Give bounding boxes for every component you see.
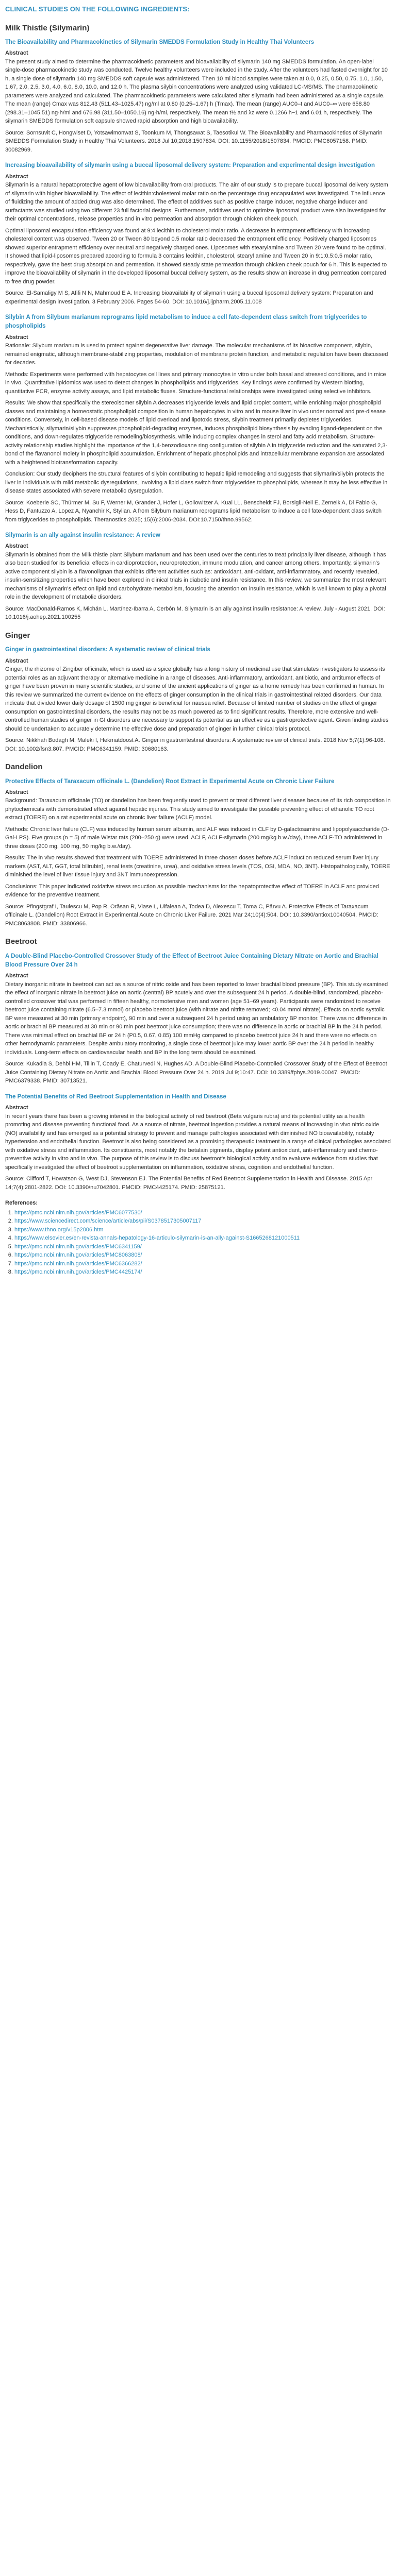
article-title: The Potential Benefits of Red Beetroot Supplementation in Health and Disease — [5, 1093, 226, 1100]
reference-item — [14, 1260, 391, 1268]
article — [5, 531, 391, 622]
reference-link[interactable]: https://www.sciencedirect.com/science/article/abs/pii/S0378517305007117 — [14, 1218, 202, 1224]
abstract-paragraph: Methods: Chronic liver failure (CLF) was induced by human serum albumin, and ALF was induced in CLF by D-galactosamine and lipopolysaccharide (D-Gal-LPS). Five groups (n = 5) of male Wistar rats (200–250 g) were used. ACLF, ACLF-silymarin (200 mg/kg b.w./day), three ACLF-TO administered in three doses (200 mg, 100 mg, 50 mg/kg b.w./day). — [5, 826, 389, 850]
source-citation: Source: El-Samaligy M S, Afifi N N, Mahmoud E A. Increasing bioavailability of silymarin using a buccal liposomal delivery system: Preparation and experimental design investigation. 3 February 2006. Pages 54-60. DOI: 10.1016/j.ijpharm.2005.11.008 — [5, 290, 373, 305]
abstract-paragraph: Silymarin is obtained from the Milk thistle plant Silybum marianum and has been used over the centuries to treat principally liver disease, although it has also been studied for its beneficial effects in cardioprotection, neuroprotection, immune modulation, and cancer among others. Importantly, silymarin's active component silybin is a flavonolignan that exhibits different activities such as: antioxidant, anti-oxidant, anti-inflammatory, and recently revealed, insulin-sensitizing properties which have been explored in clinical trials in diabetic and insulin resistance. In this review, we summarize the most relevant mechanisms of silymarin's effect on lipid and carbohydrate metabolism, focusing the attention on insulin resistance, which is well known to play a pivotal role in the development of metabolic disorders. — [5, 551, 386, 601]
reference-item — [14, 1234, 391, 1243]
article — [5, 952, 391, 1086]
sections-container — [5, 23, 391, 1192]
source-citation: Source: Kukadia S, Dehbi HM, Tillin T, Coady E, Chaturvedi N, Hughes AD. A Double-Blind Placebo-Controlled Crossover Study of the Effect of Beetroot Juice Containing Dietary Nitrate on Aortic and Brachial Blood Pressure Over 24 h. 2019 Jul 9;10:47. DOI: 10.3389/fphys.2019.00047. PMCID: PMC6379338. PMID: 30713521. — [5, 1061, 387, 1084]
abstract-paragraph: Results: The in vivo results showed that treatment with TOERE administered in three chosen doses before ACLF induction reduced serum liver injury markers (AST, ALT, GGT, total bilirubin), renal tests (creatinine, urea), and oxidative stress levels (TOS, OSI, MDA, NO, 3NT). Histopathologically, TOERE diminished the level of liver tissue injury and 3NT immunoexpression. — [5, 855, 390, 878]
reference-item — [14, 1217, 391, 1226]
article — [5, 161, 391, 306]
reference-item — [14, 1209, 391, 1217]
reference-item — [14, 1226, 391, 1234]
abstract-label: Abstract — [5, 973, 28, 979]
document-page — [0, 0, 396, 1287]
abstract-paragraph: Silymarin is a natural hepatoprotective agent of low bioavailability from oral products. The aim of our study is to prepare buccal liposomal delivery system of silymarin with higher bioavailability. The effect of lecithin:cholesterol molar ratio on the percentage drug encapsulated was investigated. The influence of fluidizing the amount of added drug was also determined. The effect of additives such as positive charge inducer, negative charge inducer and surfactants was studied using two different 23 full factorial designs. Furthermore, additives used to optimize liposomal product were also investigated for their optimal concentrations, release properties and in vitro permeation and absorption through chicken cheek pouch. — [5, 182, 388, 222]
reference-link[interactable]: https://pmc.ncbi.nlm.nih.gov/articles/PMC8063808/ — [14, 1252, 142, 1258]
article — [5, 646, 391, 753]
article-title: A Double-Blind Placebo-Controlled Crossover Study of the Effect of Beetroot Juice Containing Dietary Nitrate on Aortic and Brachial Blood Pressure Over 24 h — [5, 953, 378, 968]
abstract-label: Abstract — [5, 789, 28, 795]
abstract-paragraph: The present study aimed to determine the pharmacokinetic parameters and bioavailability of silymarin 140 mg SMEDDS formulation. An open-label single-dose pharmacokinetic study was conducted. Twelve healthy volunteers were included in the study. After the volunteers had fasted overnight for 10 h, a single dose of silymarin 140 mg SMEDDS soft capsule was administered. Then 10 ml blood samples were taken at 0.0, 0.25, 0.50, 0.75, 1.0, 1.50, 1.67, 2.0, 2.5, 3.0, 4.0, 6.0, 8.0, 10.0, and 12.0 h. The plasma silybin concentrations were analyzed using validated LC-MS/MS. The pharmacokinetic parameters were analyzed and calculated. The pharmacokinetic parameters were calculated after silymarin had been administered as a single capsule. The mean (range) Cmax was 812.43 (511.43–1025.47) ng/ml at 0.80 (0.25–1.67) h (Tmax). The mean (range) AUC0–t and AUC0–∞ were 658.80 (298.31–1045.51) ng·h/ml and 676.98 (311.50–1050.16) ng·h/ml, respectively. The mean t½ and λz were 0.1266 h−1 and 6.01 h, respectively. The silymarin SMEDDS formulation soft capsule showed rapid absorption and high bioavailability. — [5, 58, 388, 125]
abstract-paragraph: Conclusion: Our study deciphers the structural features of silybin contributing to hepatic lipid remodeling and suggests that silymarin/silybin protects the liver in individuals with mild metabolic dysregulations, involving a lipid class switch from triglycerides to phospholipids, whereas it may be less effective in disease states associated with severe metabolic dysregulation. — [5, 471, 388, 494]
section-heading: Dandelion — [5, 762, 43, 771]
reference-link[interactable]: https://www.elsevier.es/en-revista-annals-hepatology-16-articulo-silymarin-is-an-ally-against-S1665268121000511 — [14, 1235, 300, 1241]
article-title: The Bioavailability and Pharmacokinetics of Silymarin SMEDDS Formulation Study in Healthy Thai Volunteers — [5, 39, 315, 45]
article — [5, 313, 391, 524]
reference-item — [14, 1243, 391, 1251]
references-label: References: — [5, 1200, 38, 1206]
reference-item — [14, 1268, 391, 1277]
abstract-label: Abstract — [5, 334, 28, 341]
article-title: Silymarin is an ally against insulin resistance: A review — [5, 532, 160, 538]
article — [5, 1093, 391, 1192]
abstract-label: Abstract — [5, 173, 28, 180]
reference-link[interactable]: https://pmc.ncbi.nlm.nih.gov/articles/PMC4425174/ — [14, 1269, 142, 1275]
source-citation: Source: Pfingstgraf I, Taulescu M, Pop R, Orăsan R, Vlase L, Uifalean A, Todea D, Alexescu T, Toma C, Pârvu A. Protective Effects of Taraxacum officinale L. (Dandelion) Root Extract in Experimental Acute on Chronic Liver Failure. 2021 Mar 24;10(4):504. DOI: 10.3390/antiox10040504. PMCID: PMC8063808. PMID: 33806966. — [5, 903, 378, 927]
article — [5, 38, 391, 154]
source-citation: Source: Koeberle SC, Thürmer M, Su F, Werner M, Grander J, Hofer L, Gollowitzer A, Kuai LL, Benscheidt FJ, Borsigli-Neil E, Zerneik A, Di Fabio G, Hess D, Fantuzzo A, Lopez A, Nyanchir K, Stylian. A from Silybum marianum reprograms lipid metabolism to induce a cell fate-dependent class switch from triglycerides to phospholipids. Theranostics 2025; 15(6):2006-2034. DOI:10.7150/thno.99562. — [5, 499, 382, 523]
reference-item — [14, 1251, 391, 1260]
abstract-paragraph: Dietary inorganic nitrate in beetroot can act as a source of nitric oxide and has been reported to lower brachial blood pressure (BP). This study examined the effect of inorganic nitrate in beetroot juice on aortic (central) BP acutely and over the subsequent 24 h period. A double-blind, randomized, placebo-controlled crossover trial was performed in fifteen healthy, normotensive men and women (age 51–69 years). Participants were randomized to receive beetroot juice containing nitrate (6.5–7.3 mmol) or placebo beetroot juice (with nitrate and nitrite removed; <0.04 mmol nitrate). Effects on aortic systolic BP were measured at 30 min (primary endpoint), 90 min and over a subsequent 24 h period using an ambulatory BP monitor. There was no difference in aortic or brachial BP measured at 30 min or 90 min post beetroot juice consumption; there was no difference in aortic or brachial BP in the 24 h period. There was minimal effect on brachial BP or 24 h (P0.5, 0.67, 0.85) 100 mmHg compared to placebo beetroot juice 24 h and there were no effects on other hemodynamic parameters. Despite ambulatory monitoring, a single dose of beetroot juice may lower aortic BP over the 24 h period in healthy individuals. Long-term effects on cardiovascular health and BP in the long term should be examined. — [5, 981, 388, 1056]
abstract-paragraph: Methods: Experiments were performed with hepatocytes cell lines and primary monocytes in vitro under both basal and stressed conditions, and in mice in vivo. Quantitative lipidomics was used to detect changes in phospholipids and triglycerides. Key findings were confirmed by Western blotting, quantitative PCR, enzyme activity assays, and lipid metabolic fluxes. Structure-functional relationships were investigated using selective inhibitors. — [5, 371, 386, 395]
section-heading: Beetroot — [5, 937, 37, 946]
reference-link[interactable]: https://pmc.ncbi.nlm.nih.gov/articles/PMC6341159/ — [14, 1243, 142, 1250]
reference-link[interactable]: https://www.thno.org/v15p2006.htm — [14, 1226, 104, 1233]
abstract-paragraph: In recent years there has been a growing interest in the biological activity of red beetroot (Beta vulgaris rubra) and its potential utility as a health promoting and disease preventing functional food. As a source of nitrate, beetroot ingestion provides a natural means of increasing in vivo nitric oxide (NO) availability and has emerged as a potential strategy to prevent and manage pathologies associated with diminished NO bioavailability, notably hypertension and endothelial function. Beetroot is also being considered as a promising therapeutic treatment in a range of clinical pathologies associated with oxidative stress and inflammation. Its constituents, most notably the betalain pigments, display potent antioxidant, anti-inflammatory and chemo-preventive activity in vitro and in vivo. The purpose of this review is to discuss beetroot's biological activity and to evaluate evidence from studies that specifically investigated the effect of beetroot supplementation on inflammation, oxidative stress, cognition and endothelial function. — [5, 1113, 391, 1171]
article-title: Protective Effects of Taraxacum officinale L. (Dandelion) Root Extract in Experimental Acute on Chronic Liver Failure — [5, 778, 335, 785]
article-title: Ginger in gastrointestinal disorders: A systematic review of clinical trials — [5, 647, 210, 653]
abstract-paragraph: Rationale: Silybum marianum is used to protect against degenerative liver damage. The molecular mechanisms of its bioactive component, silybin, remained enigmatic, although membrane-stabilizing properties, modulation of membrane protein function, and metabolic regulation have been discussed for decades. — [5, 343, 388, 366]
abstract-paragraph: Optimal liposomal encapsulation efficiency was found at 9:4 lecithin to cholesterol molar ratio. A decrease in entrapment efficiency with increasing cholesterol content was observed. Tween 20 or Tween 80 beyond 0.5 molar ratio decreased the entrapment efficiency. Positively charged liposomes showed superior entrapment efficiency over neutral and negatively charged ones. Liposomes with stearylamine and Tween 20 were found to be optimal. It showed that lipid-liposomes prepared according to formula 3 contains lecithin, cholesterol, stearyl amine and Tween 20 in 9:1:0.5:0.5 molar ratio, respectively, gave the best drug absorption and permeation. It showed steady state permeation through chicken cheek pouch for 6 h. This is expected to improve the bioavailability of silymarin in the developed liposomal buccal delivery system, as the results show an increase in drug permeation compared to free drug powder. — [5, 227, 387, 285]
reference-link[interactable]: https://pmc.ncbi.nlm.nih.gov/articles/PMC6366282/ — [14, 1260, 142, 1267]
abstract-paragraph: Ginger, the rhizome of Zingiber officinale, which is used as a spice globally has a long history of medicinal use that stimulates investigators to assess its potential roles as an adjuvant therapy or alternative medicine in a range of diseases. Anti-inflammatory, antioxidant, antibiotic, and antitumor effects of ginger have been proven in many scientific studies, and some of the ancient applications of ginger as a home remedy has been confirmed in human. In this review we summarized the current evidence on the effects of ginger consumption in the clinical trials in gastrointestinal related disorders. Our data indicate that divided lower daily dosage of 1500 mg ginger is beneficial for nausea relief. Because of limited number of studies on the effect of ginger consumption on gastrointestinal disorders, the results may not be as much powered as to find significant results. Therefore, more extensive and well-controlled human studies of ginger in GI disorders are necessary to support its potential as an effective as a gastroprotective agent. Given finding studies should be undertaken to accurately determine the effective dose and preparation of ginger in further clinical trials protocol. — [5, 666, 389, 732]
source-citation: Source: Clifford T, Howatson G, West DJ, Stevenson EJ. The Potential Benefits of Red Beetroot Supplementation in Health and Disease. 2015 Apr 14;7(4):2801-2822. DOI: 10.3390/nu7042801. PMCID: PMC4425174. PMID: 25875121. — [5, 1176, 373, 1191]
article — [5, 777, 391, 928]
abstract-paragraph: Conclusions: This paper indicated oxidative stress reduction as possible mechanisms for the hepatoprotective effect of TOERE in ACLF and provided evidence for the preventive treatment. — [5, 883, 379, 899]
abstract-paragraph: Results: We show that specifically the stereoisomer silybin A decreases triglyceride levels and lipid droplet content, while enriching major phospholipid classes and maintaining a homeostatic phospholipid composition in human hepatocytes in vitro and in mouse liver in vivo under normal and pre-disease conditions. Conversely, in cell-based disease models of lipid overload and lipotoxic stress, silybin treatment primarily depletes triglycerides. Mechanistically, silymarin/silybin suppresses phospholipid-degrading enzymes, induces phospholipid biosynthesis by evading ligand-dependent on the conditions, and down-regulates triglyceride remodeling/biosynthesis, while inducing complex changes in sterol and fatty acid metabolism. Structure-activity relationship studies highlight the importance of the 1,4-benzodioxane ring configuration of silybin A in triglyceride reduction and the saturated 2,3-bond of the flavanonol moiety in phospholipid accumulation. Enrichment of hepatic phospholipids and intracellular membrane expansion are associated with a heightened biotransformation capacity. — [5, 400, 388, 466]
abstract-paragraph: Background: Taraxacum officinale (TO) or dandelion has been frequently used to prevent or treat different liver diseases because of its rich composition in phytochemicals with demonstrated effect against hepatic injuries. This study aimed to investigate the possible preventing effect of ethanolic TO root extract (TOERE) on a rat experimental acute on chronic liver failure (ACLF) model. — [5, 798, 391, 821]
abstract-label: Abstract — [5, 543, 28, 550]
section-heading: Ginger — [5, 631, 30, 640]
source-citation: Source: Nikkhah Bodagh M, Maleki I, Hekmatdoost A. Ginger in gastrointestinal disorders: A systematic review of clinical trials. 2018 Nov 5;7(1):96-108. DOI: 10.1002/fsn3.807. PMCID: PMC6341159. PMID: 30680163. — [5, 737, 385, 752]
references-list — [5, 1209, 391, 1277]
abstract-label: Abstract — [5, 657, 28, 664]
reference-link[interactable]: https://pmc.ncbi.nlm.nih.gov/articles/PMC6077530/ — [14, 1209, 142, 1216]
abstract-label: Abstract — [5, 1105, 28, 1111]
document-title: CLINICAL STUDIES ON THE FOLLOWING INGREDIENTS: — [5, 5, 190, 13]
source-citation: Source: Sornsuvit C, Hongwiset D, Yotsawimonwat S, Toonkum M, Thongsawat S, Taesotikul W. The Bioavailability and Pharmacokinetics of Silymarin SMEDDS Formulation Study in Healthy Thai Volunteers. 2018 Jul 10;2018:1507834. DOI: 10.1155/2018/1507834. PMCID: PMC6057158. PMID: 30082969. — [5, 129, 383, 153]
article-title: Increasing bioavailability of silymarin using a buccal liposomal delivery system: Preparation and experimental design investigation — [5, 162, 375, 169]
section-heading: Milk Thistle (Silymarin) — [5, 23, 90, 32]
source-citation: Source: MacDonald-Ramos K, Michán L, Martínez-Ibarra A, Cerbón M. Silymarin is an ally against insulin resistance: A review. July - August 2021. DOI: 10.1016/j.aohep.2021.100255 — [5, 605, 385, 621]
abstract-label: Abstract — [5, 50, 28, 57]
article-title: Silybin A from Silybum marianum reprograms lipid metabolism to induce a cell fate-dependent class switch from triglycerides to phospholipids — [5, 314, 367, 330]
